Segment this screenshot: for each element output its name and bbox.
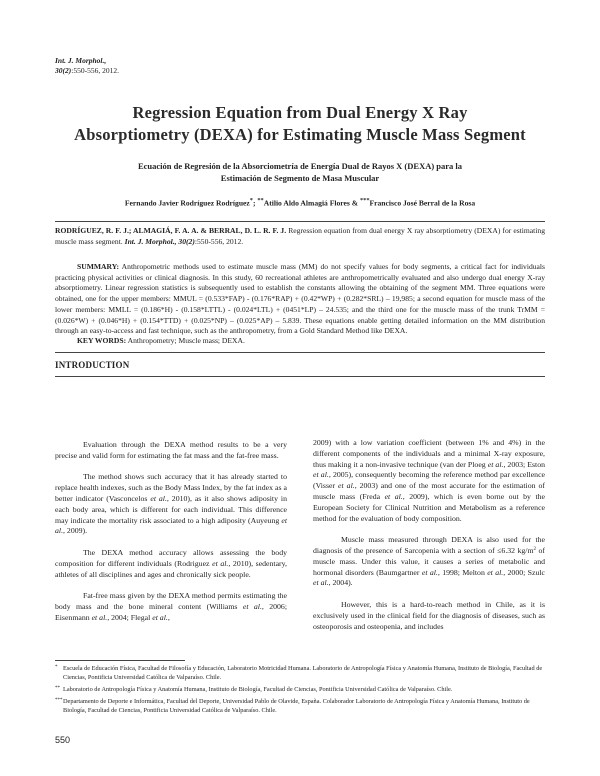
summary-label: SUMMARY: bbox=[77, 262, 120, 271]
footnote-mark: ** bbox=[55, 686, 60, 691]
citation-text: Regression equation from dual energy X ray absorptiometry (DEXA) for estimating muscle mass segment. bbox=[55, 226, 545, 246]
citation-authors: RODRÍGUEZ, R. F. J.; ALMAGIÁ, F. A. A. & BERRAL, D. L. R. F. J. bbox=[55, 226, 287, 235]
right-column bbox=[313, 438, 545, 643]
author-3: Francisco José Berral de la Rosa bbox=[369, 198, 476, 208]
abstract bbox=[55, 262, 545, 337]
paragraph bbox=[55, 440, 287, 462]
citation-pages: :550-556, 2012. bbox=[194, 236, 244, 246]
paragraph-text: The DEXA method accuracy allows assessing the body composition for different individuals (Rodriguez bbox=[55, 547, 287, 568]
paragraph-text: , 2006; Eisenmann bbox=[55, 601, 287, 622]
citation-etal: et al. bbox=[421, 567, 438, 577]
header-divider bbox=[55, 221, 545, 222]
paragraph-text: , 2004; Flegal bbox=[107, 612, 153, 622]
citation-block bbox=[55, 226, 545, 247]
citation-etal: et al. bbox=[150, 493, 167, 503]
citation-etal: et al. bbox=[487, 459, 504, 469]
footnote-text: Departamento de Deporte e Informática, Facultad del Deporte, Universidad Pablo de Olavide, España. Colaborador Laboratorio de Antropología Física y Anatomía Humana, Instituto de Biología, Facultad de Ciencias, Pontificia Universidad Católica de Valparaíso. Chile. bbox=[63, 698, 530, 714]
citation-etal: et al. bbox=[384, 491, 403, 501]
citation-etal: et al. bbox=[338, 481, 355, 491]
paragraph bbox=[55, 472, 287, 537]
journal-pages: :550-556, 2012. bbox=[71, 66, 119, 75]
paragraph-text: , 2005), consequently becoming the reference method par excellence (Visser bbox=[313, 470, 545, 491]
author-1-mark: * bbox=[249, 197, 253, 204]
citation-etal: et al. bbox=[91, 612, 108, 622]
superscript: 2 bbox=[533, 546, 537, 552]
title-line-2: Absorptiometry (DEXA) for Estimating Muscle Mass Segment bbox=[74, 125, 526, 144]
summary-text: Anthropometric methods used to estimate muscle mass (MM) do not specify values for body segments, a critical fact for individuals practicing physical activities or clinical diagnosis. In this study, 60 recreational athletes are anthropometrically evaluated and also undergo dual energy X-ray absorptiometry. Linear regression statistics is subsequently used to establish the constants allowing the obtaining of the segment MM. Three equations were obtained, one for the upper members: MMUL = (0.533*FAP) - (0.176*RAP) + (0.42*WP) + (0.282*SRL) – 19,985; a second equation for muscle mass of the lower members: MMLL = (0.186*H) - (0.158*LTTL) - (0.024*LTL) + (0451*LP) – 24.535; and the third one for the muscle mass of the trunk TrMM = (0.026*W) + (0.046*H) + (0.154*TTD) + (0.025*NP) – (0.025*AP) – 5.839. These equations enable getting detailed information on the MM distribution through an easy-to-access and fast technique, such as the anthropometry, from a Gold Standard Method like DEXA. bbox=[55, 262, 545, 336]
page-number: 550 bbox=[55, 735, 71, 745]
author-2: Atilio Aldo Almagiá Flores bbox=[263, 198, 350, 208]
author-3-mark: *** bbox=[359, 197, 370, 204]
paragraph bbox=[55, 548, 287, 580]
paragraph bbox=[313, 438, 545, 524]
paragraph bbox=[313, 600, 545, 632]
paragraph-text: , 2010), as it also shows adiposity in each body area, which is different for each individual. This difference may indicate the mortality risk associated to a high adiposity (Auyeung bbox=[55, 493, 287, 525]
journal-reference bbox=[55, 56, 119, 76]
paragraph-text: , 1998; Melton bbox=[437, 567, 488, 577]
footnotes bbox=[55, 664, 545, 718]
keywords bbox=[77, 336, 245, 345]
author-2-mark: ** bbox=[257, 197, 264, 204]
abstract-divider bbox=[55, 352, 545, 353]
footnote-text: Escuela de Educación Física, Facultad de Filosofía y Educación, Laboratorio Motricidad Humana. Laboratorio de Antropología Física y Anatomía Humana, Instituto de Biología, Facultad de Ciencias, Pontificia Universidad Católica de Valparaíso. Chile. bbox=[63, 665, 543, 681]
footnote bbox=[55, 697, 545, 715]
citation-etal: et al. bbox=[487, 567, 504, 577]
journal-name: Int. J. Morphol., bbox=[55, 56, 107, 65]
paragraph-text: , 2000; Szulc bbox=[503, 567, 545, 577]
citation-etal: et al. bbox=[313, 470, 329, 480]
paragraph-text: , 2009), which is even borne out by the European Society for Clinical Nutrition and Metabolism as a reference method for the evaluation of body composition. bbox=[313, 491, 546, 523]
paragraph-text: , 2003; Eston bbox=[503, 459, 545, 469]
journal-volume: 30(2) bbox=[55, 66, 72, 75]
paragraph-text: 2009) with a low variation coefficient (between 1% and 4%) in the different components of the individuals and a minimal X-ray exposure, thus making it a non-invasive technique (van der Ploeg bbox=[313, 438, 545, 469]
footnote-text: Laboratorio de Antropología Física y Anatomía Humana, Instituto de Biología, Facultad de Ciencias, Pontificia Universidad Católica de Valparaíso. Chile. bbox=[63, 686, 453, 693]
citation-etal: et al. bbox=[55, 515, 287, 536]
paragraph-text: The method shows such accuracy that it has already started to replace health indexes, such as the Body Mass Index, by the fat index as a better indicator (Vasconcelos bbox=[55, 472, 287, 503]
author-separator-1: ; bbox=[252, 198, 258, 208]
paragraph bbox=[55, 591, 287, 623]
paragraph-text: , 2004). bbox=[328, 578, 353, 588]
footnote bbox=[55, 685, 545, 694]
article-title bbox=[0, 102, 600, 146]
paragraph-text: Muscle mass measured through DEXA is also used for the diagnosis of the presence of Sarcopenia with a section of ≤6.32 kg/m bbox=[313, 535, 545, 555]
section-divider bbox=[55, 376, 545, 377]
left-column bbox=[55, 440, 287, 634]
citation-etal: et al. bbox=[313, 578, 329, 588]
paragraph-text: , 2009). bbox=[63, 526, 88, 536]
footnote-divider bbox=[55, 660, 185, 661]
paragraph-text: Fat-free mass given by the DEXA method permits estimating the body mass and the bone mineral content (Williams bbox=[55, 591, 287, 611]
section-heading: INTRODUCTION bbox=[55, 360, 130, 370]
author-separator-2: & bbox=[349, 198, 360, 208]
paragraph-text: Evaluation through the DEXA method results to be a very precise and valid form for estimating the fat mass and the fat-free mass. bbox=[55, 440, 287, 460]
paragraph-text: , 2003) and one of the most accurate for the estimation of muscle mass (Freda bbox=[313, 481, 546, 501]
citation-etal: et al. bbox=[152, 612, 168, 622]
paragraph-text: , bbox=[167, 612, 170, 622]
spanish-title bbox=[80, 160, 520, 184]
author-1: Fernando Javier Rodríguez Rodríguez bbox=[124, 198, 250, 208]
keywords-label: KEY WORDS: bbox=[77, 336, 127, 345]
footnote-mark: *** bbox=[55, 698, 63, 703]
footnote bbox=[55, 664, 545, 682]
footnote-mark: * bbox=[55, 665, 58, 670]
citation-etal: et al. bbox=[242, 601, 262, 611]
title-line-1: Regression Equation from Dual Energy X Ray bbox=[132, 103, 468, 122]
keywords-text: Anthropometry; Muscle mass; DEXA. bbox=[126, 336, 245, 345]
paragraph-text: However, this is a hard-to-reach method in Chile, as it is exclusively used in the clinical field for the diagnosis of diseases, such as osteoporosis and osteopenia, and includes bbox=[313, 599, 545, 631]
spanish-title-line-2: Estimación de Segmento de Masa Muscular bbox=[220, 173, 380, 183]
paragraph bbox=[313, 535, 545, 589]
citation-etal: et al. bbox=[212, 558, 229, 568]
citation-journal: Int. J. Morphol., 30(2) bbox=[124, 236, 195, 246]
author-list bbox=[0, 197, 600, 208]
paragraph-text: of muscle mass. Under this value, it causes a series of metabolic and hormonal disorders (Baumgartner bbox=[313, 545, 545, 577]
spanish-title-line-1: Ecuación de Regresión de la Absorciometría de Energía Dual de Rayos X (DEXA) para la bbox=[137, 161, 463, 171]
paragraph-text: , 2010), sedentary, athletes of all disciplines and ages and chronically sick people. bbox=[55, 558, 287, 579]
